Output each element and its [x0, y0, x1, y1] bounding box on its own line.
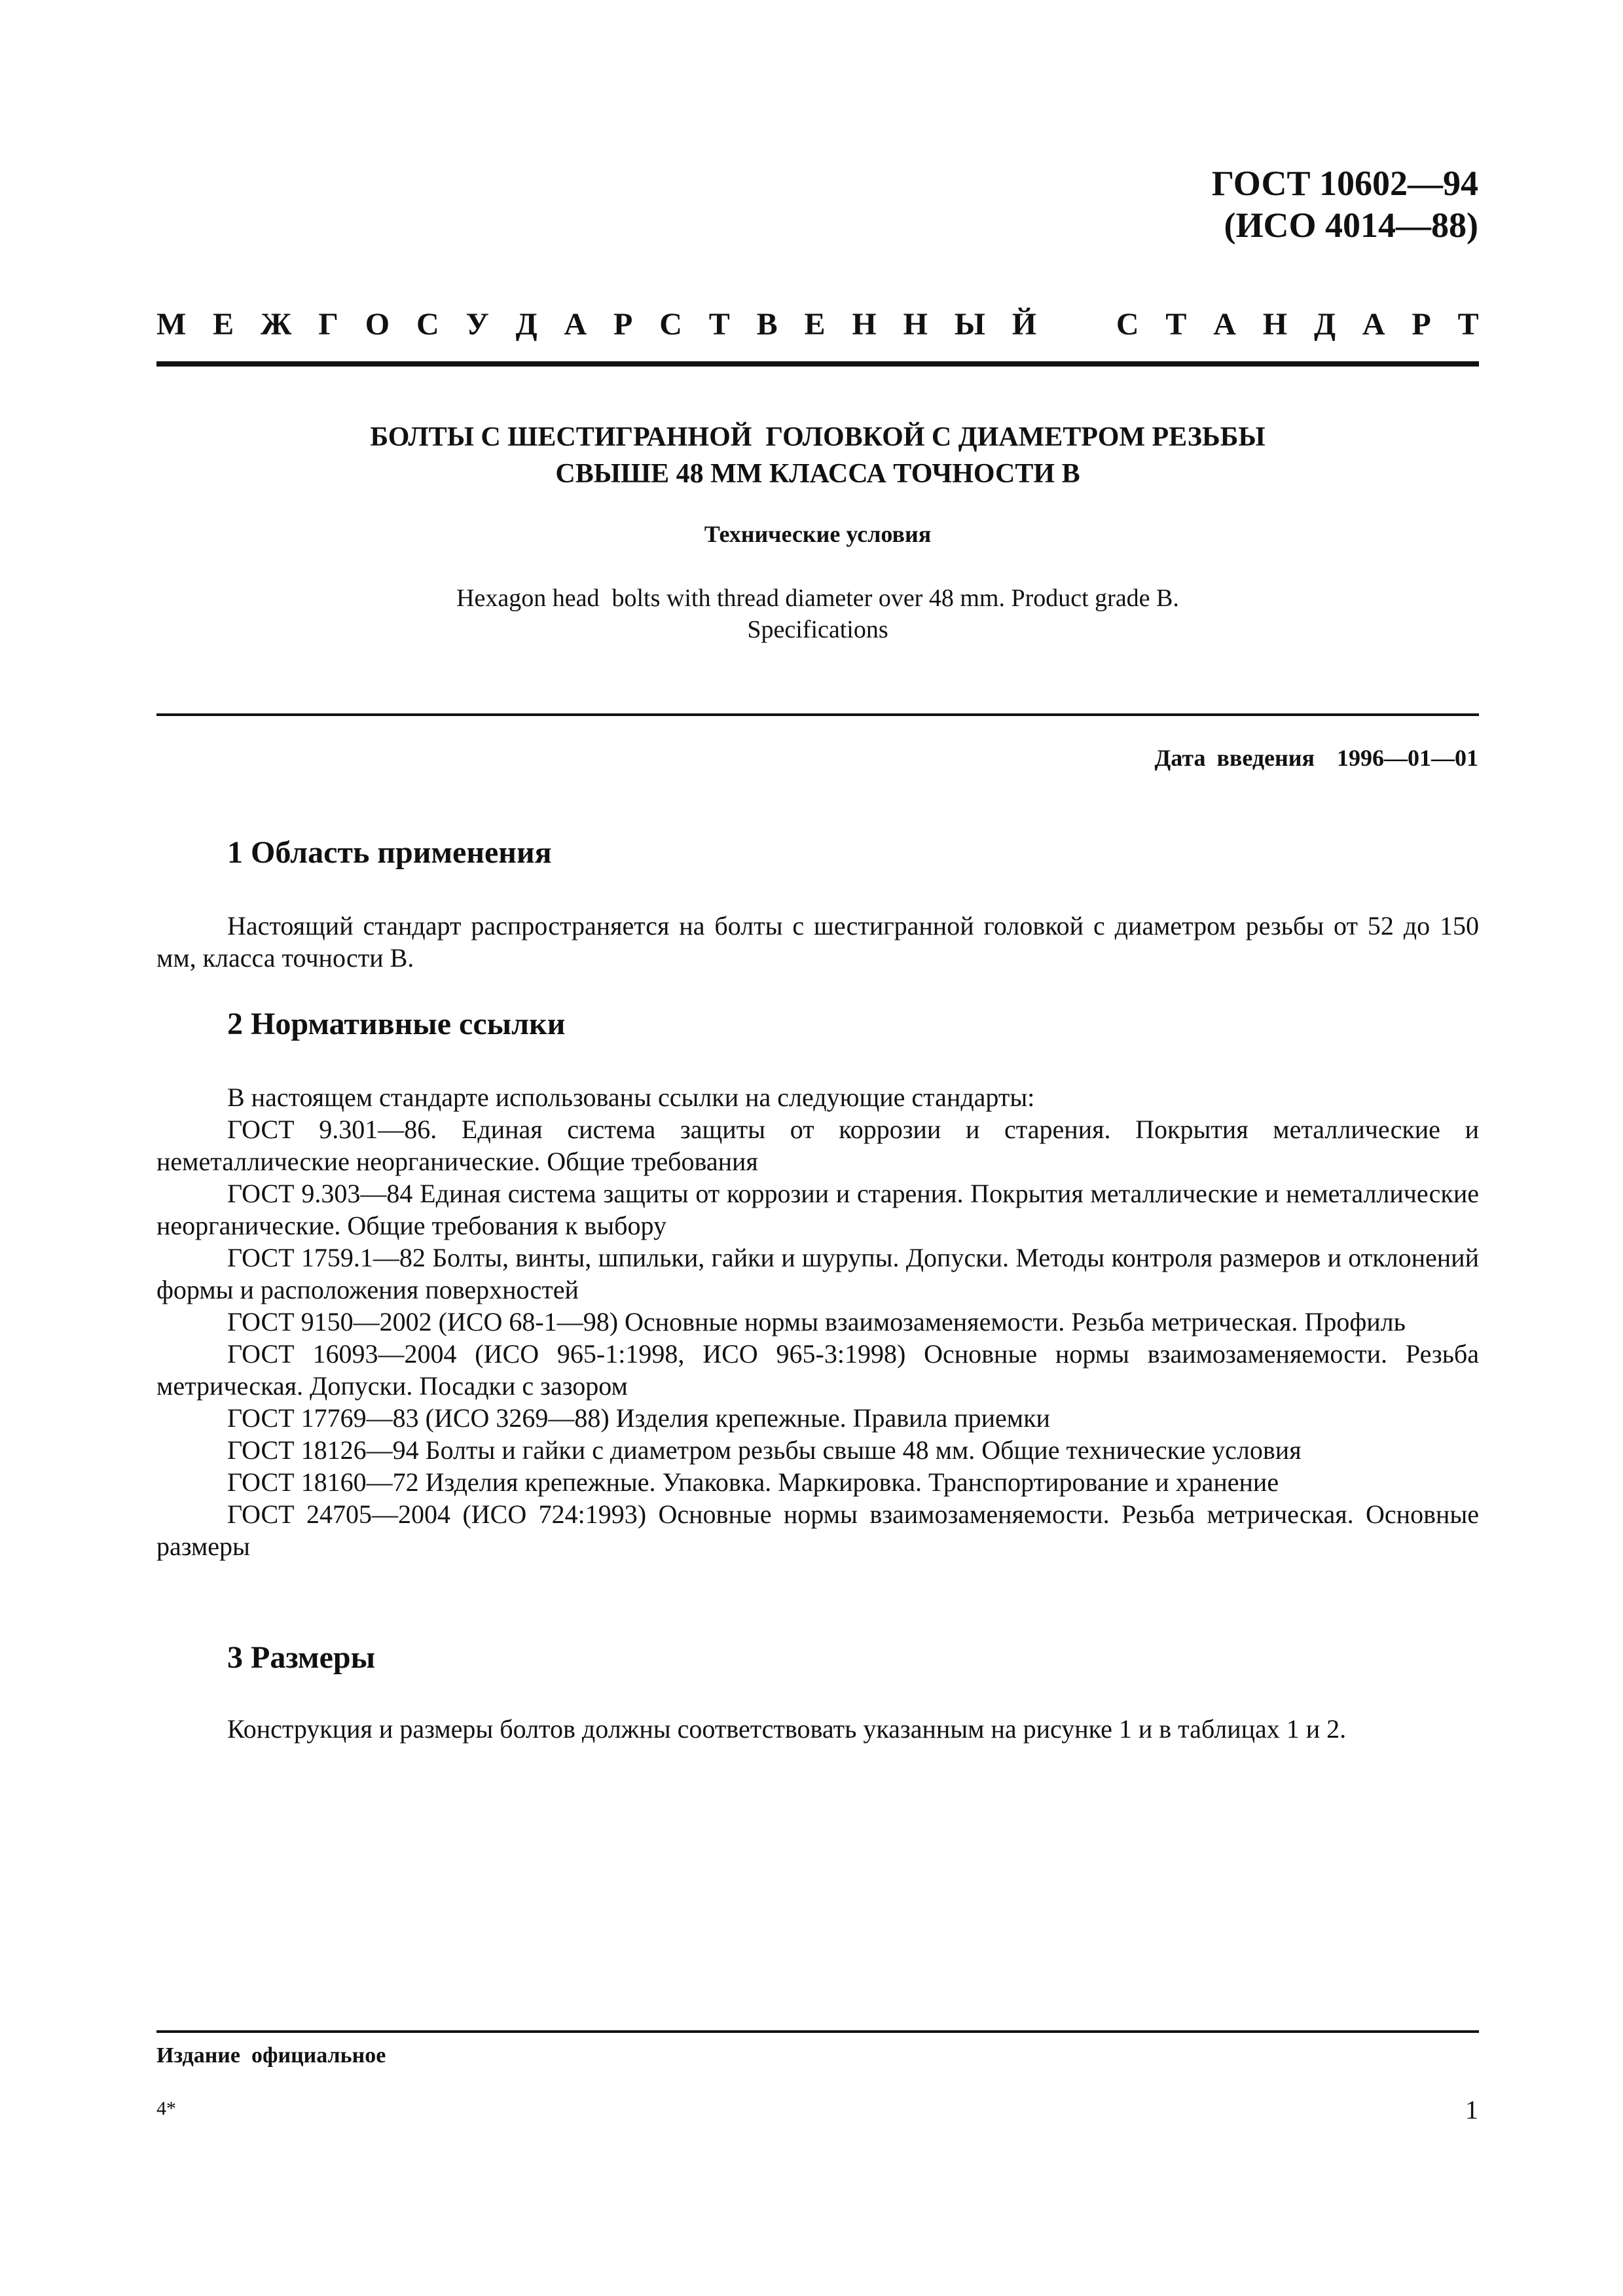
- standard-letter: Т: [1457, 307, 1479, 342]
- standard-code-gost: ГОСТ 10602—94: [1211, 164, 1478, 203]
- reference-item: ГОСТ 16093—2004 (ИСО 965-1:1998, ИСО 965-3:1998) Основные нормы взаимозаменяемости. Резьба метрическая. Допуски. Посадки с зазором: [156, 1339, 1479, 1401]
- printing-mark: 4*: [156, 2098, 176, 2119]
- interstate-letter: А: [564, 307, 587, 342]
- official-edition-label: Издание официальное: [156, 2043, 386, 2068]
- reference-item: ГОСТ 9150—2002 (ИСО 68-1—98) Основные нормы взаимозаменяемости. Резьба метрическая. Профиль: [227, 1307, 1406, 1336]
- standard-letter: С: [1116, 307, 1139, 342]
- standard-letter: А: [1213, 307, 1236, 342]
- header-rule-thick: [156, 361, 1479, 367]
- standard-letter: Р: [1412, 307, 1431, 342]
- interstate-letter: Й: [1012, 307, 1037, 342]
- page-number: 1: [1465, 2095, 1478, 2125]
- references-intro: В настоящем стандарте использованы ссылки на следующие стандарты:: [227, 1083, 1035, 1112]
- title-rule: [156, 713, 1479, 716]
- standard-code-iso: (ИСО 4014—88): [1224, 206, 1478, 245]
- interstate-letter: Е: [804, 307, 826, 342]
- introduction-date: Дата введения 1996—01—01: [1154, 745, 1478, 771]
- english-title-line1: Hexagon head bolts with thread diameter over 48 mm. Product grade B.: [456, 584, 1179, 612]
- interstate-standard-heading: [156, 306, 1479, 342]
- section-1-paragraph: Настоящий стандарт распространяется на болты с шестигранной головкой с диаметром резьбы от 52 до 150 мм, класса точности В.: [156, 911, 1479, 973]
- standard-letter: Т: [1165, 307, 1187, 342]
- interstate-letter: Н: [903, 307, 928, 342]
- interstate-letter: Ж: [261, 307, 292, 342]
- normative-references-list: [156, 1081, 1479, 1562]
- footer-rule: [156, 2030, 1479, 2033]
- reference-item: ГОСТ 9.301—86. Единая система защиты от коррозии и старения. Покрытия металлические и неметаллические неорганические. Общие требования: [156, 1115, 1479, 1176]
- reference-item: ГОСТ 9.303—84 Единая система защиты от коррозии и старения. Покрытия металлические и неметаллические неорганические. Общие требования к выбору: [156, 1179, 1479, 1240]
- interstate-letter: Ы: [954, 307, 985, 342]
- interstate-letter: Д: [515, 307, 538, 342]
- document-title: [156, 419, 1479, 492]
- interstate-letter: Е: [213, 307, 234, 342]
- standard-letter: Д: [1313, 307, 1336, 342]
- section-1-text: [156, 910, 1479, 974]
- word-gap: [1063, 306, 1089, 342]
- reference-item: ГОСТ 17769—83 (ИСО 3269—88) Изделия крепежные. Правила приемки: [227, 1403, 1050, 1433]
- section-2-heading: 2 Нормативные ссылки: [227, 1007, 566, 1041]
- section-3-text: [156, 1713, 1479, 1745]
- document-subtitle: Технические условия: [704, 521, 932, 547]
- interstate-letter: Н: [852, 307, 877, 342]
- interstate-letter: Т: [708, 307, 730, 342]
- interstate-letter: М: [156, 307, 187, 342]
- reference-item: ГОСТ 18126—94 Болты и гайки с диаметром резьбы свыше 48 мм. Общие технические условия: [227, 1435, 1302, 1465]
- interstate-letter: Г: [318, 307, 338, 342]
- section-1-heading: 1 Область применения: [227, 835, 552, 870]
- section-3-heading: 3 Размеры: [227, 1640, 376, 1675]
- document-title-line1: БОЛТЫ С ШЕСТИГРАННОЙ ГОЛОВКОЙ С ДИАМЕТРОМ РЕЗЬБЫ: [370, 422, 1266, 452]
- document-title-line2: СВЫШЕ 48 ММ КЛАССА ТОЧНОСТИ В: [555, 459, 1080, 489]
- interstate-letter: Р: [613, 307, 633, 342]
- reference-item: ГОСТ 18160—72 Изделия крепежные. Упаковка. Маркировка. Транспортирование и хранение: [227, 1467, 1279, 1497]
- standard-code: [1212, 162, 1478, 246]
- interstate-letter: У: [465, 307, 489, 342]
- english-title-line2: Specifications: [747, 616, 888, 643]
- interstate-letter: В: [756, 307, 778, 342]
- interstate-letter: О: [365, 307, 390, 342]
- standard-letter: А: [1362, 307, 1385, 342]
- section-3-paragraph: Конструкция и размеры болтов должны соответствовать указанным на рисунке 1 и в таблицах 1 и 2.: [227, 1714, 1347, 1744]
- english-title: [156, 583, 1479, 645]
- reference-item: ГОСТ 24705—2004 (ИСО 724:1993) Основные нормы взаимозаменяемости. Резьба метрическая. Основные размеры: [156, 1499, 1479, 1561]
- standard-letter: Н: [1262, 307, 1288, 342]
- interstate-letter: С: [659, 307, 682, 342]
- interstate-letter: С: [416, 307, 439, 342]
- reference-item: ГОСТ 1759.1—82 Болты, винты, шпильки, гайки и шурупы. Допуски. Методы контроля размеров и отклонений формы и расположения поверхностей: [156, 1243, 1479, 1304]
